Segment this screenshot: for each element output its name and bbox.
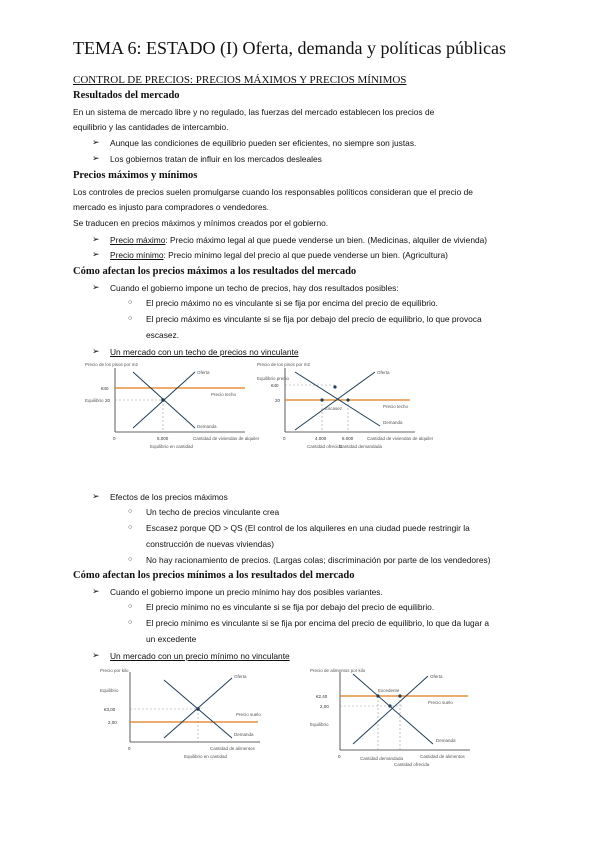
circle-bullet-icon: ○ bbox=[128, 619, 133, 626]
sub-bullet-text: El precio mínimo es vinculante si se fija por encima del precio de equilibrio, lo que da lugar a bbox=[146, 618, 490, 628]
sub-bullet-text: construcción de nuevas viviendas) bbox=[146, 539, 275, 549]
y-tick: €40 bbox=[271, 383, 279, 388]
x-tick: 4.000 bbox=[315, 436, 327, 441]
chart-techo-vinculante bbox=[255, 360, 435, 460]
supply-curve bbox=[353, 676, 428, 744]
circle-bullet-icon: ○ bbox=[128, 603, 133, 610]
floor-label: Precio suelo bbox=[236, 712, 261, 717]
y-tick: €2,40 bbox=[316, 694, 328, 699]
y-axis-label: Precio de los pisos por m2 bbox=[85, 362, 139, 367]
sub-bullet-text: No hay racionamiento de precios. (Largas colas; discriminación por parte de los vendedores) bbox=[146, 555, 491, 565]
paragraph: mercado es injusto para compradores o vendedores. bbox=[73, 202, 269, 212]
circle-bullet-icon: ○ bbox=[128, 315, 133, 322]
heading-resultados: Resultados del mercado bbox=[73, 90, 180, 101]
eq-quantity-label: Equilibrio en cantidad bbox=[150, 444, 194, 449]
x-axis-label: Cantidad de alimentos bbox=[420, 754, 465, 759]
bullet-text: Los gobiernos tratan de influir en los mercados desleales bbox=[110, 154, 322, 164]
qd-point bbox=[376, 694, 379, 697]
qd-point bbox=[346, 398, 349, 401]
supply-label: Oferta bbox=[430, 674, 443, 679]
circle-bullet-icon: ○ bbox=[128, 508, 133, 515]
y-tick: 20 bbox=[275, 398, 281, 403]
equilibrium-point bbox=[333, 385, 336, 388]
definition: : Precio mínimo legal del precio al que puede venderse un bien. (Agricultura) bbox=[163, 250, 448, 260]
bullet-text: Efectos de los precios máximos bbox=[110, 492, 228, 502]
y-axis-label: Precio de los pisos por m2 bbox=[257, 362, 311, 367]
section-title: CONTROL DE PRECIOS: PRECIOS MÁXIMOS Y PRECIOS MÍNIMOS bbox=[73, 74, 407, 86]
sub-bullet-text: El precio mínimo no es vinculante si se fija por debajo del precio de equilibrio. bbox=[146, 602, 435, 612]
arrow-bullet-icon: ➢ bbox=[92, 249, 100, 259]
chart-suelo-no-vinculante bbox=[98, 664, 278, 768]
ceiling-label: Precio techo bbox=[211, 392, 237, 397]
qs-label: Cantidad ofrecida bbox=[307, 444, 343, 449]
chart-suelo-vinculante bbox=[308, 664, 488, 768]
figure-link-minimos[interactable]: Un mercado con un precio mínimo no vinculante bbox=[110, 651, 290, 661]
arrow-bullet-icon: ➢ bbox=[92, 153, 100, 163]
arrow-bullet-icon: ➢ bbox=[92, 346, 100, 356]
term-precio-minimo: Precio mínimo bbox=[110, 250, 164, 260]
paragraph: En un sistema de mercado libre y no regulado, las fuerzas del mercado establecen los precios de bbox=[73, 107, 435, 117]
sub-bullet-text: El precio máximo es vinculante si se fija por debajo del precio de equilibrio, lo que provoca bbox=[146, 314, 482, 324]
circle-bullet-icon: ○ bbox=[128, 556, 133, 563]
y-tick: 20 bbox=[105, 398, 111, 403]
arrow-bullet-icon: ➢ bbox=[92, 491, 100, 501]
arrow-bullet-icon: ➢ bbox=[92, 586, 100, 596]
eq-quantity-label: Equilibrio en cantidad bbox=[184, 754, 228, 759]
supply-label: Oferta bbox=[377, 370, 390, 375]
x-axis-label: Cantidad de alimentos bbox=[210, 746, 255, 751]
definition: : Precio máximo legal al que puede venderse un bien. (Medicinas, alquiler de vivienda) bbox=[165, 235, 488, 245]
arrow-bullet-icon: ➢ bbox=[92, 650, 100, 660]
bullet-text: Cuando el gobierno impone un precio mínimo hay dos posibles variantes. bbox=[110, 587, 383, 597]
ceiling-label: Precio techo bbox=[383, 404, 409, 409]
equilibrium-label: Equilibrio bbox=[310, 722, 329, 727]
arrow-bullet-icon: ➢ bbox=[92, 282, 100, 292]
paragraph: equilibrio y las cantidades de intercambio. bbox=[73, 122, 229, 132]
qd-label: Cantidad demandada bbox=[360, 756, 404, 761]
circle-bullet-icon: ○ bbox=[128, 524, 133, 531]
y-axis-label: Precio de alimentos por kilo bbox=[310, 668, 366, 673]
chart-techo-no-vinculante bbox=[85, 360, 265, 460]
floor-label: Precio suelo bbox=[428, 700, 453, 705]
x-tick: 6.000 bbox=[342, 436, 354, 441]
y-tick: €3,00 bbox=[104, 707, 116, 712]
demand-label: Demanda bbox=[234, 732, 254, 737]
x-tick: 0 bbox=[283, 436, 286, 441]
eq-price-label: Equilibrio precio bbox=[257, 376, 290, 381]
demand-label: Demanda bbox=[383, 420, 403, 425]
arrow-bullet-icon: ➢ bbox=[92, 234, 100, 244]
paragraph: Se traducen en precios máximos y mínimos creados por el gobierno. bbox=[73, 218, 329, 228]
x-axis-label: Cantidad de viviendas de alquiler bbox=[367, 436, 434, 441]
page-title: TEMA 6: ESTADO (I) Oferta, demanda y políticas públicas bbox=[73, 38, 506, 58]
term-precio-maximo: Precio máximo bbox=[110, 235, 166, 245]
heading-precios: Precios máximos y mínimos bbox=[73, 170, 198, 181]
equilibrium-label: Equilibrio bbox=[85, 398, 104, 403]
qs-point bbox=[398, 694, 401, 697]
arrow-bullet-icon: ➢ bbox=[92, 137, 100, 147]
qs-label: Cantidad ofrecida bbox=[394, 762, 430, 767]
x-tick: 0 bbox=[128, 746, 131, 751]
bullet-text: Cuando el gobierno impone un techo de precios, hay dos resultados posibles: bbox=[110, 283, 399, 293]
supply-curve bbox=[295, 372, 375, 430]
x-tick: 0 bbox=[113, 436, 116, 441]
qs-point bbox=[320, 398, 323, 401]
demand-curve bbox=[295, 372, 380, 426]
heading-minimos: Cómo afectan los precios mínimos a los resultados del mercado bbox=[73, 570, 355, 581]
y-tick: 2,00 bbox=[108, 720, 117, 725]
demand-label: Demanda bbox=[197, 424, 217, 429]
bullet-text bbox=[110, 235, 487, 246]
x-axis-label: Cantidad de viviendas de alquiler bbox=[193, 436, 260, 441]
bullet-text bbox=[110, 250, 448, 261]
sub-bullet-text: un excedente bbox=[146, 634, 197, 644]
y-tick: 2,00 bbox=[320, 704, 329, 709]
heading-maximos: Cómo afectan los precios máximos a los resultados del mercado bbox=[73, 266, 357, 277]
equilibrium-point bbox=[196, 707, 200, 711]
x-tick: 5.000 bbox=[157, 436, 169, 441]
equilibrium-point bbox=[388, 704, 391, 707]
sub-bullet-text: Escasez porque QD > QS (El control de los alquileres en una ciudad puede restringir la bbox=[146, 523, 470, 533]
shortage-label: Escasez bbox=[325, 406, 343, 411]
demand-label: Demanda bbox=[436, 738, 456, 743]
equilibrium-point bbox=[161, 398, 165, 402]
circle-bullet-icon: ○ bbox=[128, 299, 133, 306]
qd-label: Cantidad demandada bbox=[339, 444, 383, 449]
y-axis-label: Precio por kilo bbox=[100, 668, 129, 673]
sub-bullet-text: El precio máximo no es vinculante si se fija por encima del precio de equilibrio. bbox=[146, 298, 438, 308]
supply-label: Oferta bbox=[234, 674, 247, 679]
equilibrium-label: Equilibrio bbox=[100, 688, 119, 693]
sub-bullet-text: escasez. bbox=[146, 330, 180, 340]
x-tick: 0 bbox=[338, 754, 341, 759]
supply-label: Oferta bbox=[197, 370, 210, 375]
bullet-text: Aunque las condiciones de equilibrio pueden ser eficientes, no siempre son justas. bbox=[110, 138, 417, 148]
surplus-label: Excedente bbox=[378, 688, 400, 693]
y-tick: €40 bbox=[101, 386, 109, 391]
figure-link-maximos[interactable]: Un mercado con un techo de precios no vinculante bbox=[110, 347, 299, 357]
sub-bullet-text: Un techo de precios vinculante crea bbox=[146, 507, 280, 517]
paragraph: Los controles de precios suelen promulgarse cuando los responsables políticos consideran que el precio de bbox=[73, 187, 473, 197]
